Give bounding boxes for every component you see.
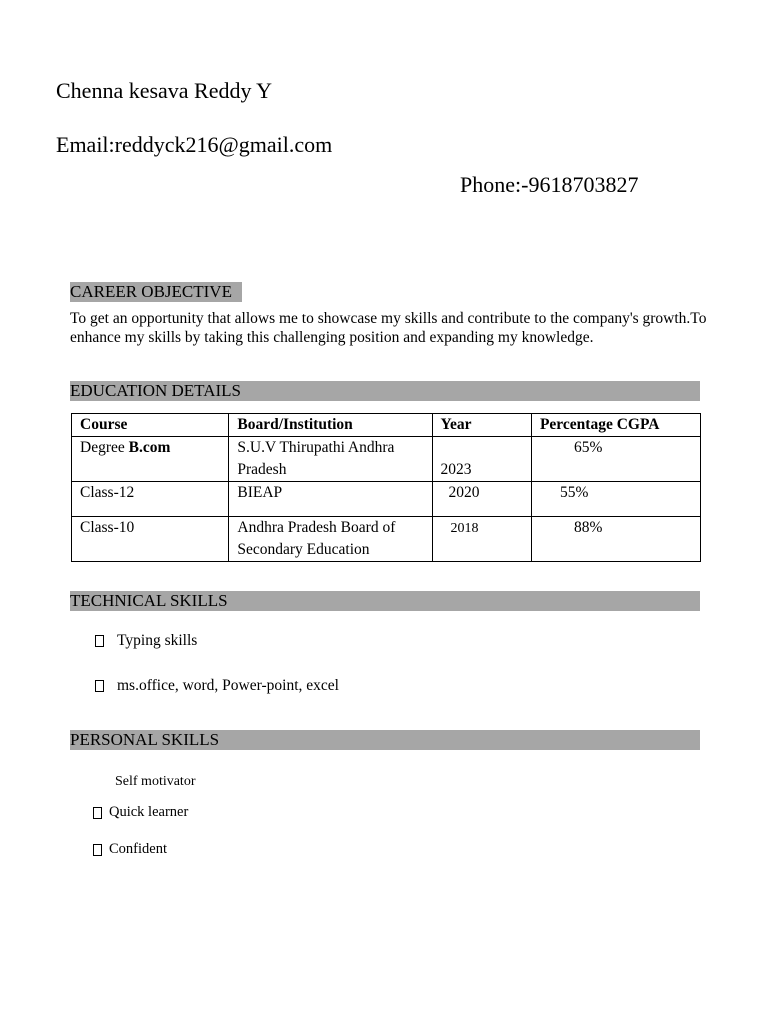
cell-board: S.U.V Thirupathi Andhra Pradesh xyxy=(229,437,432,482)
education-table xyxy=(71,413,701,562)
table-row xyxy=(72,437,701,482)
cell-percentage xyxy=(531,517,700,562)
bullet-box-icon xyxy=(95,680,104,692)
skill-quick-learner: Quick learner xyxy=(109,804,189,820)
bullet-box-icon xyxy=(95,635,104,647)
cell-year xyxy=(432,437,531,482)
table-row xyxy=(72,517,701,562)
email-line: Email:reddyck216@gmail.com xyxy=(56,132,333,157)
bullet-box-icon xyxy=(93,807,102,819)
career-objective-heading: CAREER OBJECTIVE xyxy=(70,282,242,302)
technical-skills-heading: TECHNICAL SKILLS xyxy=(70,591,700,611)
list-item xyxy=(95,677,339,695)
column-header-percentage: Percentage CGPA xyxy=(531,414,700,437)
list-item xyxy=(95,632,197,650)
cell-percentage xyxy=(531,437,700,482)
career-objective-text: To get an opportunity that allows me to showcase my skills and contribute to the company's growth.To enhance my skills by taking this challenging position and expanding my knowledge. xyxy=(70,310,707,346)
course-prefix: Degree xyxy=(80,439,129,456)
cell-year xyxy=(432,482,531,517)
skill-self-motivator: Self motivator xyxy=(115,774,196,789)
year-value: 2018 xyxy=(450,521,479,536)
bullet-box-icon xyxy=(93,844,102,856)
skill-confident: Confident xyxy=(109,841,167,857)
column-header-year: Year xyxy=(432,414,531,437)
skill-typing: Typing skills xyxy=(117,632,198,649)
skill-msoffice: ms.office, word, Power-point, excel xyxy=(117,677,339,694)
cell-course: Class-10 xyxy=(72,517,229,562)
year-value: 2023 xyxy=(440,461,472,478)
course-degree: B.com xyxy=(128,439,171,456)
year-value: 2020 xyxy=(448,484,480,501)
phone-line: Phone:-9618703827 xyxy=(460,172,639,197)
list-item xyxy=(93,841,167,858)
percent-value: 55% xyxy=(559,484,589,501)
table-row xyxy=(72,482,701,517)
cell-board: BIEAP xyxy=(229,482,432,517)
table-header-row xyxy=(72,414,701,437)
list-item xyxy=(93,804,188,821)
cell-percentage xyxy=(531,482,700,517)
cell-course: Class-12 xyxy=(72,482,229,517)
education-heading: EDUCATION DETAILS xyxy=(70,381,700,401)
cell-course xyxy=(72,437,229,482)
cell-board: Andhra Pradesh Board of Secondary Education xyxy=(229,517,432,562)
personal-skills-heading: PERSONAL SKILLS xyxy=(70,730,700,750)
percent-value: 65% xyxy=(573,439,603,456)
column-header-board: Board/Institution xyxy=(229,414,432,437)
column-header-course: Course xyxy=(72,414,229,437)
candidate-name: Chenna kesava Reddy Y xyxy=(56,78,273,103)
percent-value: 88% xyxy=(573,519,603,536)
cell-year xyxy=(432,517,531,562)
